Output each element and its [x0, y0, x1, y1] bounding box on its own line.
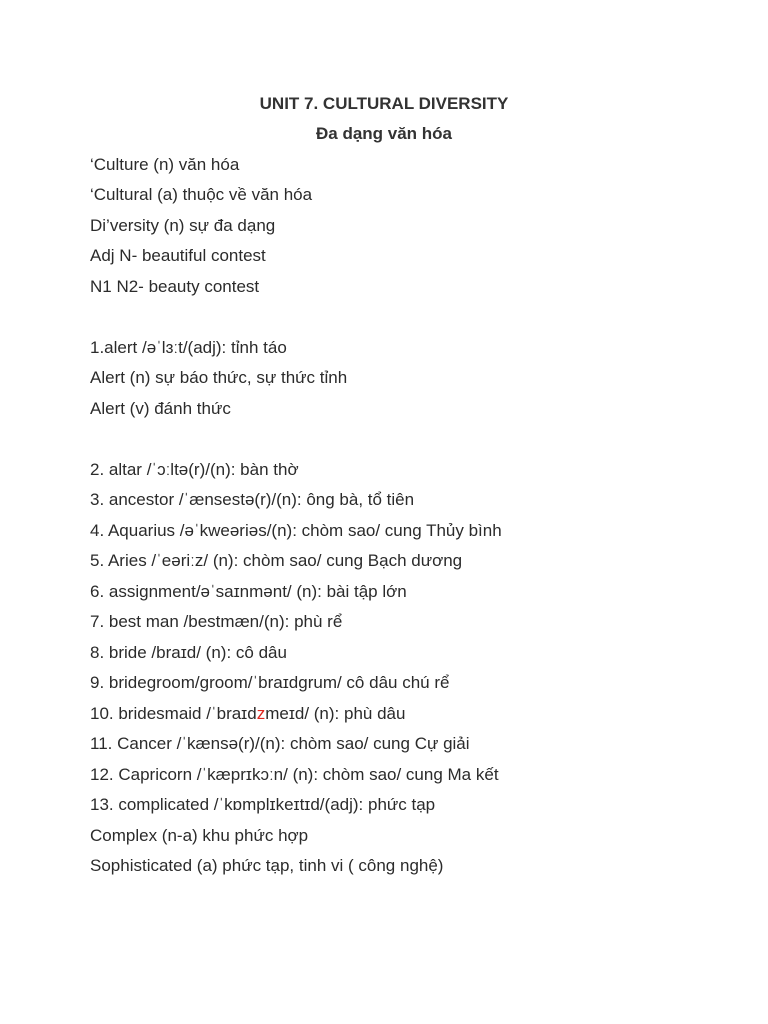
intro-line: Di’versity (n) sự đa dạng [90, 216, 276, 235]
vocab-entry: 13. complicated /ˈkɒmplɪkeɪtɪd/(adj): phức tạp [90, 795, 436, 814]
vocab-entry: 5. Aries /ˈeəriːz/ (n): chòm sao/ cung Bạch dương [90, 551, 463, 570]
vocab-entry-bridesmaid [90, 704, 405, 724]
intro-line: N1 N2- beauty contest [90, 277, 260, 296]
vocab-entry: 7. best man /bestmæn/(n): phù rể [90, 612, 343, 631]
intro-line: ‘Culture (n) văn hóa [90, 155, 240, 174]
vocab-entry: 2. altar /ˈɔːltə(r)/(n): bàn thờ [90, 460, 299, 479]
document-subtitle: Đa dạng văn hóa [315, 124, 453, 143]
vocab-entry: 6. assignment/əˈsaɪnmənt/ (n): bài tập lớn [90, 582, 407, 601]
intro-line: ‘Cultural (a) thuộc về văn hóa [90, 185, 313, 204]
vocab-entry: 9. bridegroom/groom/ˈbraɪdgrum/ cô dâu chú rể [90, 673, 450, 692]
vocab-entry: 4. Aquarius /əˈkweəriəs/(n): chòm sao/ cung Thủy bình [90, 521, 502, 540]
vocab-entry-alert: 1.alert /əˈlɜːt/(adj): tỉnh táo [90, 338, 287, 357]
document-title: UNIT 7. CULTURAL DIVERSITY [259, 94, 509, 113]
vocab-entry: 3. ancestor /ˈænsestə(r)/(n): ông bà, tổ tiên [90, 490, 415, 509]
vocab-entry: 12. Capricorn /ˈkæprɪkɔːn/ (n): chòm sao/ cung Ma kết [90, 765, 499, 784]
intro-line: Adj N- beautiful contest [90, 246, 266, 265]
vocab-subentry: Alert (n) sự báo thức, sự thức tỉnh [90, 368, 348, 387]
vocab-subentry: Sophisticated (a) phức tạp, tinh vi ( công nghệ) [90, 856, 444, 875]
bridesmaid-text-before: 10. bridesmaid /ˈbraɪd [90, 704, 257, 723]
vocab-subentry: Alert (v) đánh thức [90, 399, 231, 418]
bridesmaid-highlight-letter: z [256, 704, 266, 723]
bridesmaid-text-after: meɪd/ (n): phù dâu [265, 704, 406, 723]
vocab-entry: 8. bride /braɪd/ (n): cô dâu [90, 643, 287, 662]
vocab-subentry: Complex (n-a) khu phức hợp [90, 826, 309, 845]
vocab-entry: 11. Cancer /ˈkænsə(r)/(n): chòm sao/ cung Cự giải [90, 734, 470, 753]
